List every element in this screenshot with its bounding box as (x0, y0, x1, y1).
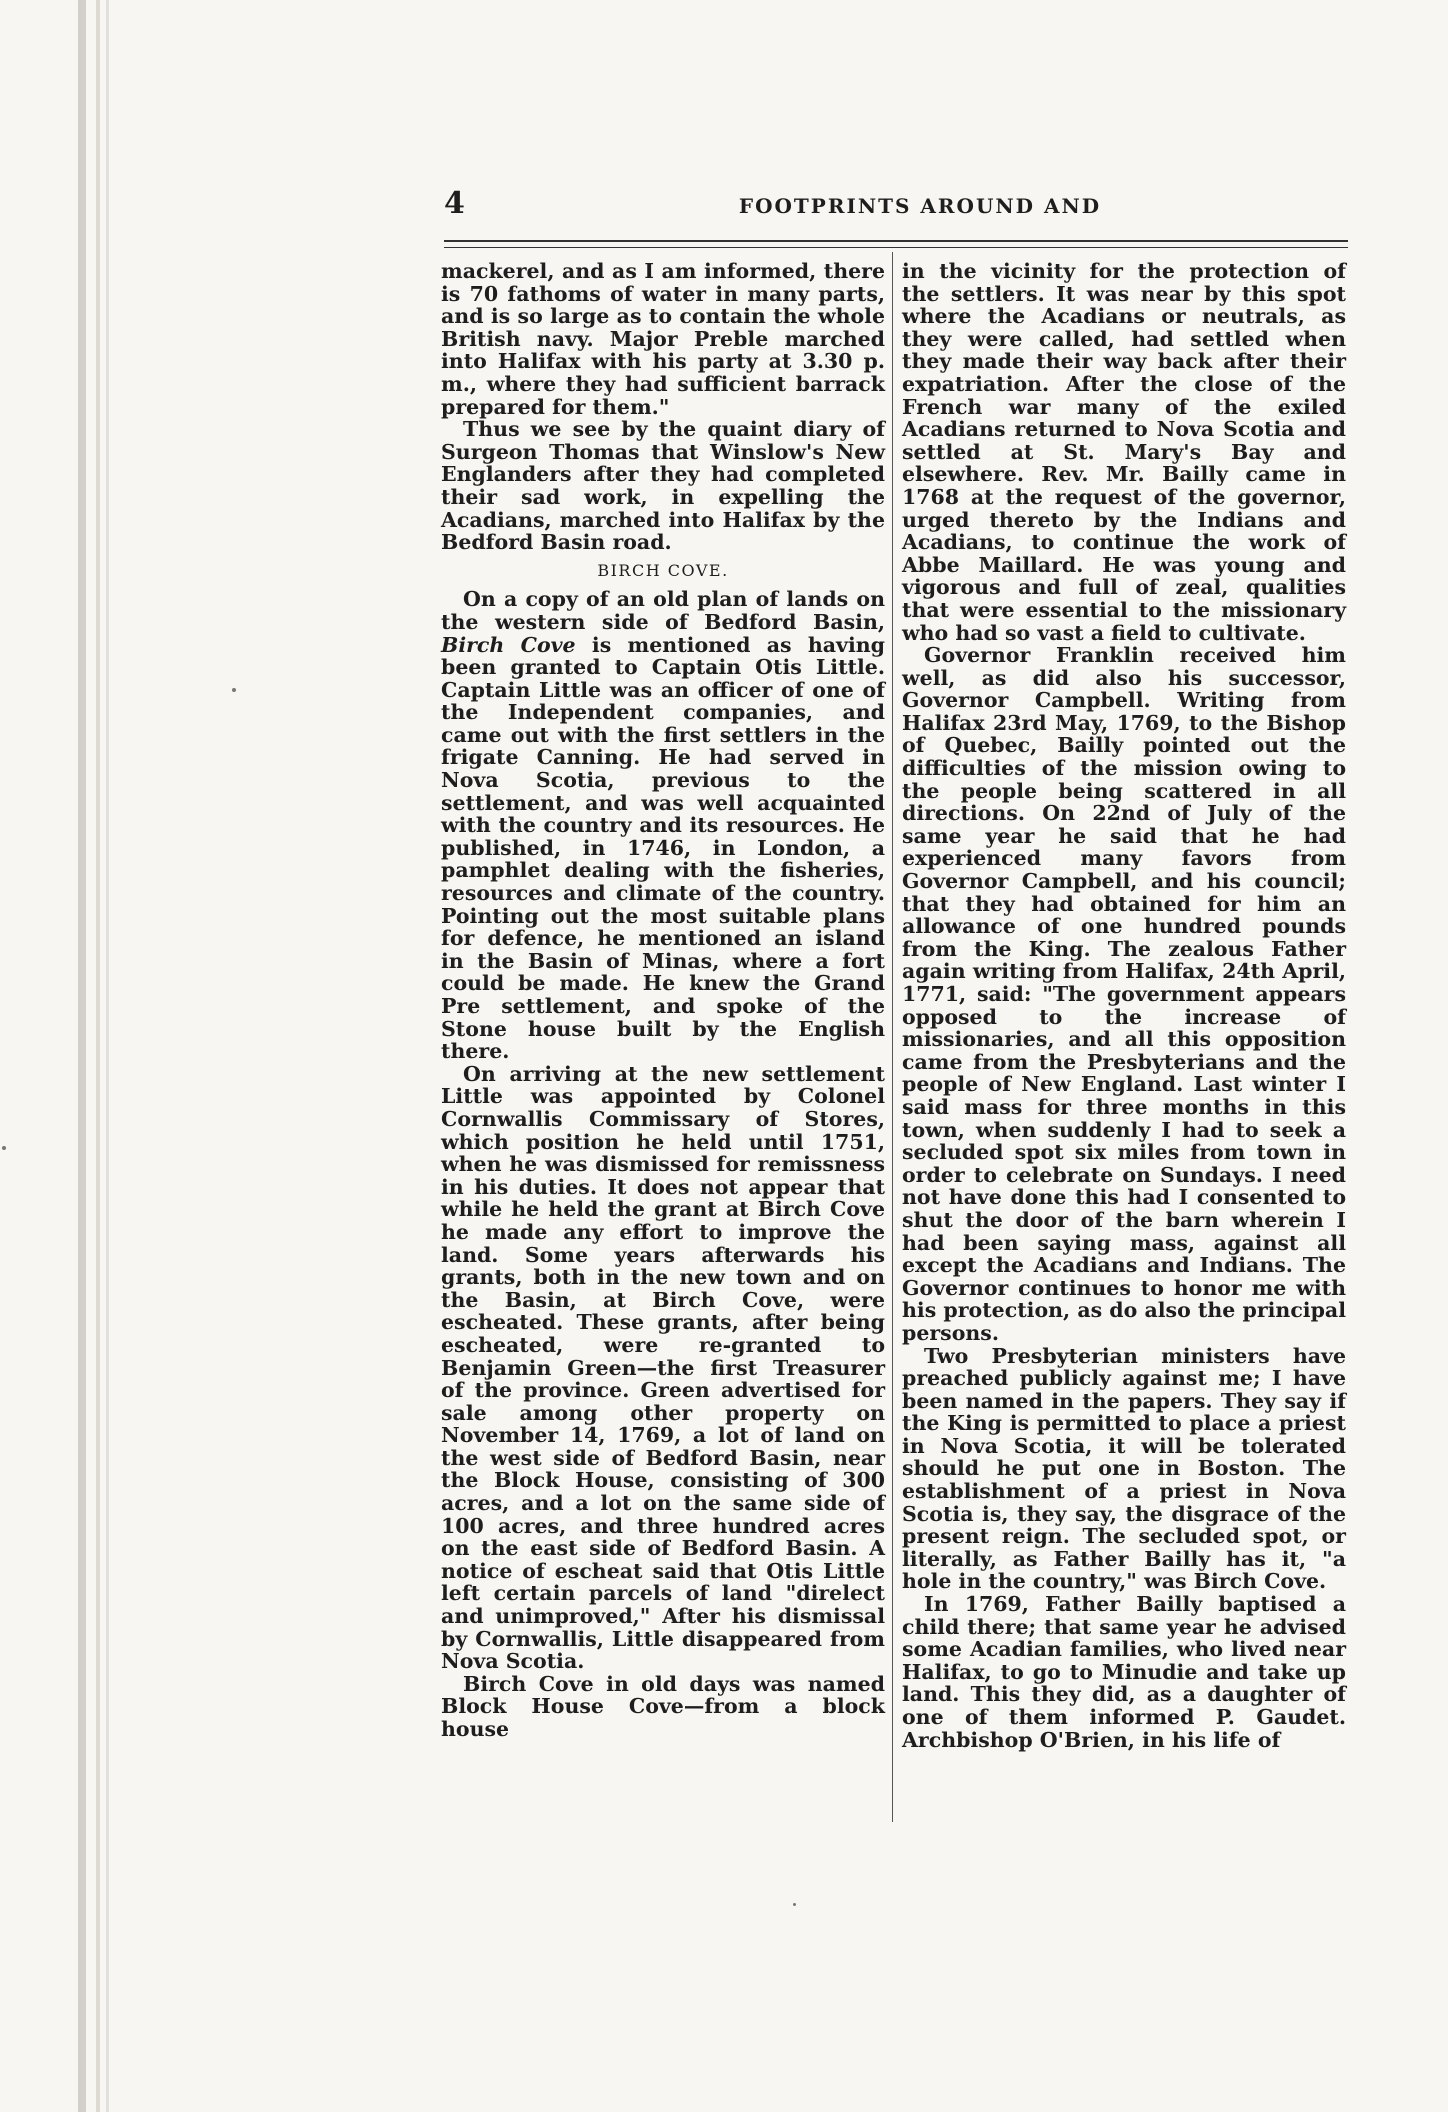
paper-speck (793, 1903, 796, 1906)
paragraph: in the vicinity for the protection of the settlers. It was near by this spot where the Acadians or neutrals, as they were called, had settled when they made their way back after their expatriation. After the close of the French war many of the exiled Acadians returned to Nova Scotia and settled at St. Mary's Bay and elsewhere. Rev. Mr. Bailly came in 1768 at the request of the governor, urged thereto by the Indians and Acadians, to continue the work of Abbe Maillard. He was young and vigorous and full of zeal, qualities that were essential to the missionary who had so vast a field to cultivate. (902, 259, 1346, 645)
paragraph: Thus we see by the quaint diary of Surgeon Thomas that Winslow's New Englanders after they had completed their sad work, in expelling the Acadians, marched into Halifax by the Bedford Basin road. (441, 417, 885, 555)
paper-speck (2, 1146, 6, 1150)
page-edge-shadow (78, 0, 86, 2112)
paragraph: On arriving at the new settlement Little was appointed by Colonel Cornwallis Commissary of Stores, which position he held until 1751, when he was dismissed for remissness in his duties. It does not appear that while he held the grant at Birch Cove he made any effort to improve the land. Some years afterwards his grants, both in the new town and on the Basin, at Birch Cove, were escheated. These grants, after being escheated, were re-granted to Benjamin Green—the first Treasurer of the province. Green advertised for sale among other property on November 14, 1769, a lot of land on the west side of Bedford Basin, near the Block House, consisting of 300 acres, and a lot on the same side of 100 acres, and three hundred acres on the east side of Bedford Basin. A notice of escheat said that Otis Little left certain parcels of land "direlect and unimproved," After his dismissal by Cornwallis, Little disappeared from Nova Scotia. (441, 1061, 885, 1674)
running-title: FOOTPRINTS AROUND AND (738, 194, 1102, 218)
text-run: On a copy of an old plan of lands on the western side of Bedford Basin, (441, 587, 885, 634)
paragraph: Two Presbyterian ministers have preached publicly against me; I have been named in the papers. They say if the King is permitted to place a priest in Nova Scotia, it will be tolerated should he put one in Boston. The establishment of a priest in Nova Scotia is, they say, the disgrace of the present reign. The secluded spot, or literally, as Father Bailly has it, "a hole in the country," was Birch Cove. (902, 1343, 1346, 1594)
header-rule (444, 247, 1348, 248)
page-edge-shadow (106, 0, 109, 2112)
paragraph: Governor Franklin received him well, as did also his successor, Governor Campbell. Writing from Halifax 23rd May, 1769, to the Bishop of Quebec, Bailly pointed out the difficulties of the mission owing to the people being scattered in all directions. On 22nd of July of the same year he said that he had experienced many favors from Governor Campbell, and his council; that they had obtained for him an allowance of one hundred pounds from the King. The zealous Father again writing from Halifax, 24th April, 1771, said: "The government appears opposed to the increase of missionaries, and all this opposition came from the Presbyterians and the people of New England. Last winter I said mass for three months in this town, when suddenly I had to seek a secluded spot six miles from town in order to celebrate on Sundays. I need not have done this had I consented to shut the door of the barn wherein I had been saying mass, against all except the Acadians and Indians. The Governor continues to honor me with his protection, as do also the principal persons. (902, 643, 1346, 1345)
right-column (902, 260, 1346, 1751)
column-divider (892, 252, 893, 1822)
section-heading: BIRCH COVE. (597, 560, 729, 580)
left-column (441, 260, 885, 1741)
paper-speck (232, 688, 236, 692)
paragraph: mackerel, and as I am informed, there is 70 fathoms of water in many parts, and is so large as to contain the whole British navy. Major Preble marched into Halifax with his party at 3.30 p. m., where they had sufficient barrack prepared for them." (441, 259, 885, 419)
page-edge-shadow (96, 0, 100, 2112)
text-run: is mentioned as having been granted to Captain Otis Little. Captain Little was an officer of one of the Independent companies, and came out with the first settlers in the frigate Canning. He had served in Nova Scotia, previous to the settlement, and was well acquainted with the country and its resources. He published, in 1746, in London, a pamphlet dealing with the fisheries, resources and climate of the country. Pointing out the most suitable plans for defence, he mentioned an island in the Basin of Minas, where a fort could be made. He knew the Grand Pre settlement, and spoke of the Stone house built by the English there. (441, 632, 885, 1064)
italic-place-name: Birch Cove (441, 632, 576, 657)
paragraph: In 1769, Father Bailly baptised a child there; that same year he advised some Acadian families, who lived near Halifax, to go to Minudie and take up land. This they did, as a daughter of one of them informed P. Gaudet. Archbishop O'Brien, in his life of (902, 1592, 1346, 1752)
page-number: 4 (444, 186, 465, 221)
header-rule (444, 240, 1348, 242)
paragraph: Birch Cove in old days was named Block House Cove—from a block house (441, 1671, 885, 1741)
paragraph (441, 588, 885, 1062)
